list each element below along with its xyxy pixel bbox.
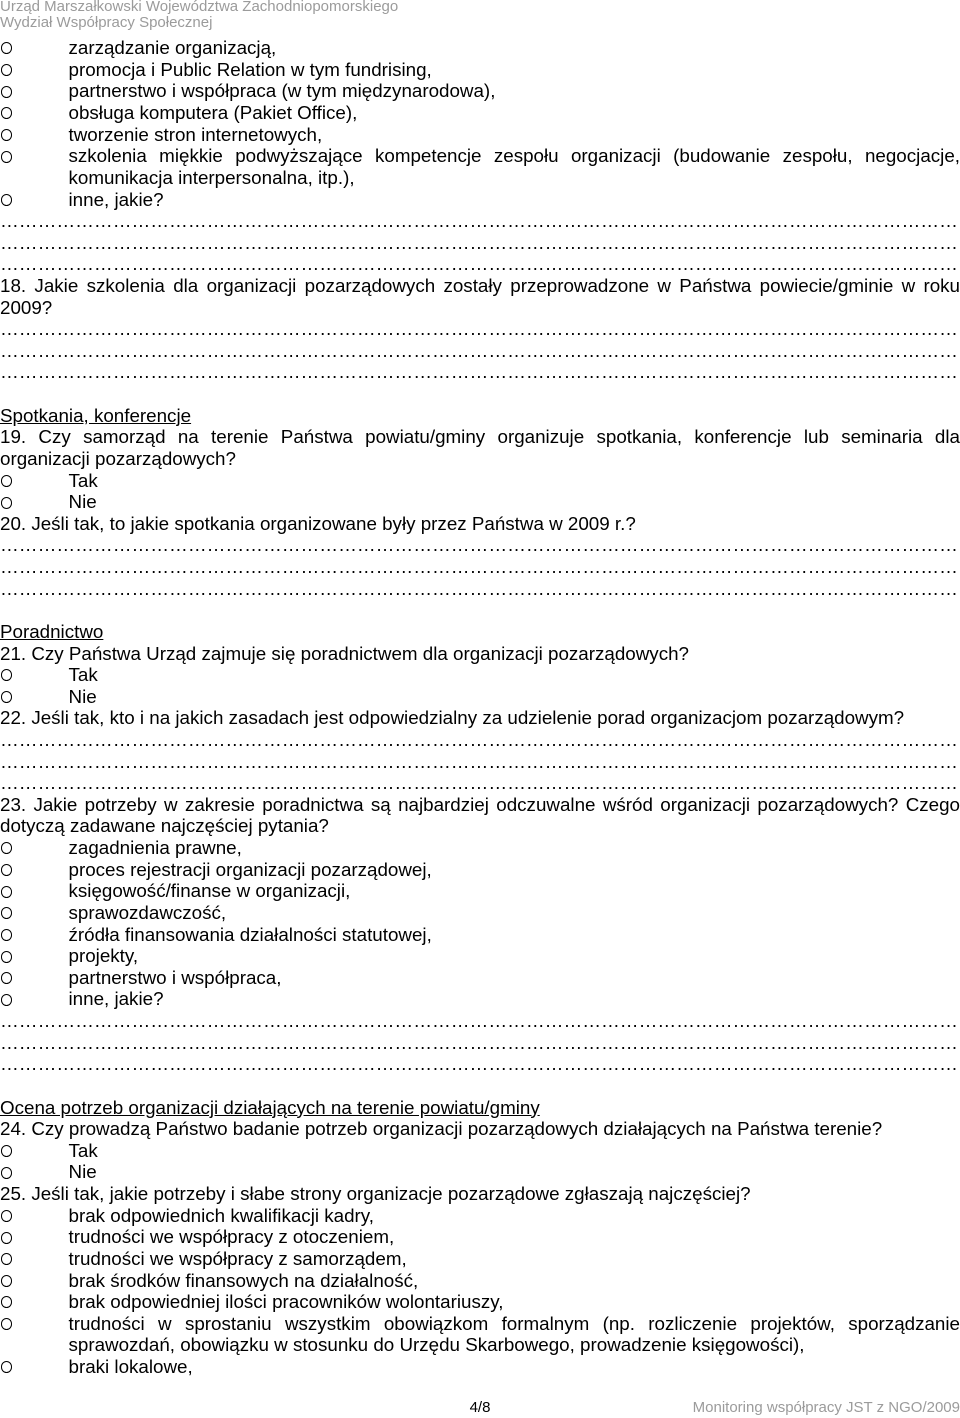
list-item bbox=[0, 37, 960, 59]
option-circle-icon bbox=[1, 691, 13, 703]
list-item bbox=[0, 664, 960, 686]
option-label: projekty, bbox=[68, 945, 139, 967]
option-label: zarządzanie organizacją, bbox=[68, 37, 277, 59]
list-item bbox=[0, 1313, 960, 1356]
option-label: zagadnienia prawne, bbox=[68, 837, 242, 859]
answer-line: ……………………………………………………………………………………………………………………………………… bbox=[0, 772, 958, 794]
list-item bbox=[0, 80, 960, 102]
question-23: 23. Jakie potrzeby w zakresie poradnictwa są najbardziej odczuwalne wśród organizacji pozarządowych? Czego dotyczą zadawane najczęściej pytania? bbox=[0, 793, 960, 837]
list-item bbox=[0, 1248, 960, 1270]
list-item bbox=[0, 124, 960, 146]
answer-line: ……………………………………………………………………………………………………………………………………… bbox=[0, 253, 958, 275]
list-item bbox=[0, 491, 960, 513]
option-label: brak odpowiedniej ilości pracowników wolontariuszy, bbox=[68, 1291, 504, 1313]
question-19: 19. Czy samorząd na terenie Państwa powiatu/gminy organizuje spotkania, konferencje lub seminaria dla organizacji pozarządowych? bbox=[0, 426, 960, 469]
list-item bbox=[0, 1140, 960, 1162]
list-item bbox=[0, 189, 960, 211]
list-item bbox=[0, 1226, 960, 1248]
option-label: braki lokalowe, bbox=[68, 1356, 193, 1378]
option-label: partnerstwo i współpraca (w tym międzynarodowa), bbox=[68, 80, 496, 102]
section-title-meetings: Spotkania, konferencje bbox=[0, 404, 192, 426]
option-label: partnerstwo i współpraca, bbox=[68, 966, 282, 988]
option-circle-icon bbox=[1, 669, 13, 681]
page-number: 4/8 bbox=[469, 1399, 491, 1416]
list-item bbox=[0, 880, 960, 902]
list-item bbox=[0, 988, 960, 1010]
section-title-needs: Ocena potrzeb organizacji działających na terenie powiatu/gminy bbox=[0, 1096, 540, 1118]
list-item bbox=[0, 859, 960, 881]
option-circle-icon bbox=[1, 151, 13, 163]
answer-line: ……………………………………………………………………………………………………………………………………… bbox=[0, 577, 958, 599]
answer-line: ……………………………………………………………………………………………………………………………………… bbox=[0, 318, 958, 340]
option-circle-icon bbox=[1, 1318, 13, 1330]
option-circle-icon bbox=[1, 42, 13, 54]
option-label: Tak bbox=[68, 1139, 98, 1161]
option-circle-icon bbox=[1, 972, 13, 984]
blank-line bbox=[0, 1075, 960, 1097]
continued-options-list bbox=[0, 37, 960, 210]
question-18: 18. Jakie szkolenia dla organizacji pozarządowych zostały przeprowadzone w Państwa powiecie/gminie w roku 2009? bbox=[0, 275, 960, 318]
option-circle-icon bbox=[1, 194, 13, 206]
answer-line: ……………………………………………………………………………………………………………………………………… bbox=[0, 729, 958, 751]
document-title: Monitoring współpracy JST z NGO/2009 bbox=[692, 1399, 960, 1416]
option-circle-icon bbox=[1, 475, 13, 487]
list-item bbox=[0, 59, 960, 81]
option-circle-icon bbox=[1, 1275, 13, 1287]
option-label: trudności we współpracy z otoczeniem, bbox=[68, 1226, 395, 1248]
list-item bbox=[0, 945, 960, 967]
answer-line: ……………………………………………………………………………………………………………………………………… bbox=[0, 750, 958, 772]
answer-line: ……………………………………………………………………………………………………………………………………… bbox=[0, 339, 958, 361]
option-label: proces rejestracji organizacji pozarządowej, bbox=[68, 858, 432, 880]
answer-line: ……………………………………………………………………………………………………………………………………… bbox=[0, 231, 958, 253]
option-label: brak odpowiednich kwalifikacji kadry, bbox=[68, 1204, 375, 1226]
option-label: księgowość/finanse w organizacji, bbox=[68, 880, 351, 902]
question-25: 25. Jeśli tak, jakie potrzeby i słabe strony organizacje pozarządowe zgłaszają najczęściej? bbox=[0, 1183, 751, 1205]
question-21: 21. Czy Państwa Urząd zajmuje się poradnictwem dla organizacji pozarządowych? bbox=[0, 642, 689, 664]
option-circle-icon bbox=[1, 1167, 13, 1179]
option-label: inne, jakie? bbox=[68, 988, 164, 1010]
answer-line: ……………………………………………………………………………………………………………………………………… bbox=[0, 361, 958, 383]
option-circle-icon bbox=[1, 497, 13, 509]
list-item bbox=[0, 1291, 960, 1313]
option-label: trudności w sprostaniu wszystkim obowiązkom formalnym (np. rozliczenie projektów, sporządzanie sprawozdań, obowiązku w stosunku do Urzędu Skarbowego, prowadzenie księgowości), bbox=[68, 1312, 960, 1356]
header-office: Urząd Marszałkowski Województwa Zachodniopomorskiego bbox=[0, 0, 399, 15]
document-body bbox=[0, 37, 960, 1377]
option-label: trudności we współpracy z samorządem, bbox=[68, 1247, 407, 1269]
list-item bbox=[0, 1270, 960, 1292]
question-24: 24. Czy prowadzą Państwo badanie potrzeb organizacji pozarządowych działających na Państwa terenie? bbox=[0, 1118, 883, 1140]
list-item bbox=[0, 902, 960, 924]
answer-line: ……………………………………………………………………………………………………………………………………… bbox=[0, 534, 958, 556]
option-circle-icon bbox=[1, 86, 13, 98]
answer-line: ……………………………………………………………………………………………………………………………………… bbox=[0, 556, 958, 578]
list-item bbox=[0, 1205, 960, 1227]
option-circle-icon bbox=[1, 886, 13, 898]
list-item bbox=[0, 145, 960, 188]
list-item bbox=[0, 1161, 960, 1183]
option-label: szkolenia miękkie podwyższające kompetencje zespołu organizacji (budowanie zespołu, negocjacje, komunikacja interpersonalna, itp.), bbox=[68, 145, 960, 188]
option-label: brak środków finansowych na działalność, bbox=[68, 1269, 419, 1291]
option-circle-icon bbox=[1, 129, 13, 141]
option-label: Nie bbox=[68, 685, 97, 707]
page-header bbox=[0, 0, 398, 31]
list-item bbox=[0, 924, 960, 946]
option-circle-icon bbox=[1, 1232, 13, 1244]
option-label: inne, jakie? bbox=[68, 188, 164, 210]
answer-line: ……………………………………………………………………………………………………………………………………… bbox=[0, 1010, 958, 1032]
header-department: Wydział Współpracy Społecznej bbox=[0, 14, 213, 31]
option-circle-icon bbox=[1, 842, 13, 854]
list-item bbox=[0, 686, 960, 708]
option-label: Tak bbox=[68, 469, 98, 491]
option-label: Nie bbox=[68, 1161, 97, 1183]
list-item bbox=[0, 967, 960, 989]
option-label: sprawozdawczość, bbox=[68, 901, 227, 923]
question-22: 22. Jeśli tak, kto i na jakich zasadach jest odpowiedzialny za udzielenie porad organizacjom pozarządowym? bbox=[0, 707, 905, 729]
option-circle-icon bbox=[1, 907, 13, 919]
list-item bbox=[0, 102, 960, 124]
option-label: promocja i Public Relation w tym fundrising, bbox=[68, 58, 432, 80]
list-item bbox=[0, 1356, 960, 1378]
option-circle-icon bbox=[1, 1296, 13, 1308]
option-label: Nie bbox=[68, 491, 97, 513]
option-circle-icon bbox=[1, 1253, 13, 1265]
option-circle-icon bbox=[1, 929, 13, 941]
blank-line bbox=[0, 383, 960, 405]
option-circle-icon bbox=[1, 994, 13, 1006]
option-circle-icon bbox=[1, 1361, 13, 1373]
option-label: Tak bbox=[68, 664, 98, 686]
option-circle-icon bbox=[1, 864, 13, 876]
answer-line: ……………………………………………………………………………………………………………………………………… bbox=[0, 1053, 958, 1075]
list-item bbox=[0, 470, 960, 492]
option-circle-icon bbox=[1, 1210, 13, 1222]
option-circle-icon bbox=[1, 64, 13, 76]
option-label: obsługa komputera (Pakiet Office), bbox=[68, 102, 358, 124]
blank-line bbox=[0, 599, 960, 621]
option-label: tworzenie stron internetowych, bbox=[68, 123, 323, 145]
option-label: źródła finansowania działalności statutowej, bbox=[68, 923, 432, 945]
question-20: 20. Jeśli tak, to jakie spotkania organizowane były przez Państwa w 2009 r.? bbox=[0, 512, 636, 534]
option-circle-icon bbox=[1, 107, 13, 119]
option-circle-icon bbox=[1, 951, 13, 963]
page-footer bbox=[0, 1400, 960, 1416]
section-title-advice: Poradnictwo bbox=[0, 620, 104, 642]
answer-line: ……………………………………………………………………………………………………………………………………… bbox=[0, 1031, 958, 1053]
list-item bbox=[0, 837, 960, 859]
option-circle-icon bbox=[1, 1145, 13, 1157]
answer-line: ……………………………………………………………………………………………………………………………………… bbox=[0, 210, 958, 232]
